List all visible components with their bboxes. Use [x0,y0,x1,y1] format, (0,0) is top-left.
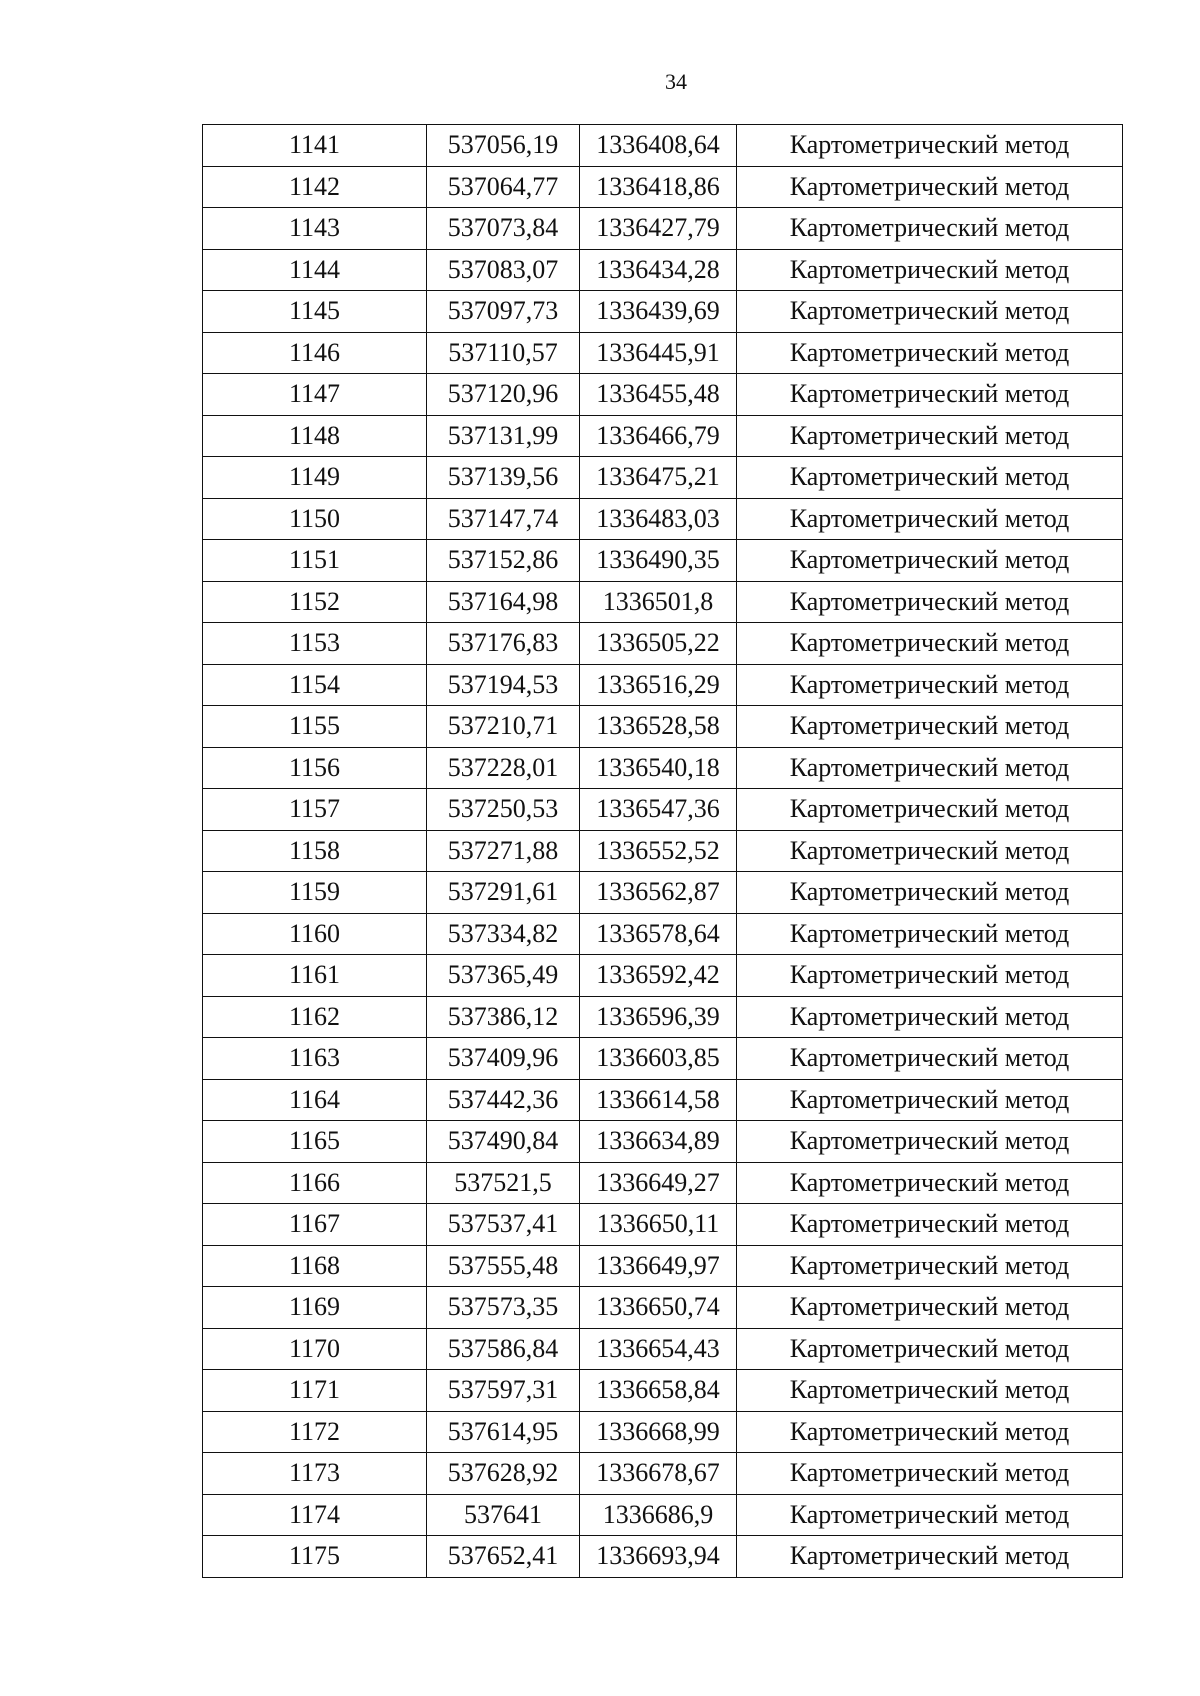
table-row [203,1121,1123,1163]
table-row [203,1494,1123,1536]
point-number-cell: 1149 [203,457,427,499]
y-coordinate-cell: 1336475,21 [580,457,737,499]
x-coordinate-cell: 537271,88 [427,830,580,872]
method-cell: Картометрический метод [737,249,1123,291]
method-cell: Картометрический метод [737,332,1123,374]
x-coordinate-cell: 537073,84 [427,208,580,250]
x-coordinate-cell: 537210,71 [427,706,580,748]
x-coordinate-cell: 537628,92 [427,1453,580,1495]
y-coordinate-cell: 1336634,89 [580,1121,737,1163]
table-row [203,208,1123,250]
table-row [203,291,1123,333]
x-coordinate-cell: 537597,31 [427,1370,580,1412]
method-cell: Картометрический метод [737,830,1123,872]
method-cell: Картометрический метод [737,1411,1123,1453]
x-coordinate-cell: 537365,49 [427,955,580,997]
table-row [203,498,1123,540]
point-number-cell: 1148 [203,415,427,457]
method-cell: Картометрический метод [737,872,1123,914]
table-row [203,1162,1123,1204]
table-row [203,830,1123,872]
y-coordinate-cell: 1336668,99 [580,1411,737,1453]
y-coordinate-cell: 1336578,64 [580,913,737,955]
x-coordinate-cell: 537334,82 [427,913,580,955]
method-cell: Картометрический метод [737,166,1123,208]
method-cell: Картометрический метод [737,1536,1123,1578]
x-coordinate-cell: 537442,36 [427,1079,580,1121]
point-number-cell: 1165 [203,1121,427,1163]
y-coordinate-cell: 1336654,43 [580,1328,737,1370]
x-coordinate-cell: 537083,07 [427,249,580,291]
table-row [203,249,1123,291]
table-row [203,125,1123,167]
method-cell: Картометрический метод [737,1494,1123,1536]
x-coordinate-cell: 537652,41 [427,1536,580,1578]
x-coordinate-cell: 537409,96 [427,1038,580,1080]
method-cell: Картометрический метод [737,291,1123,333]
table-row [203,332,1123,374]
x-coordinate-cell: 537147,74 [427,498,580,540]
x-coordinate-cell: 537521,5 [427,1162,580,1204]
y-coordinate-cell: 1336686,9 [580,1494,737,1536]
method-cell: Картометрический метод [737,1162,1123,1204]
x-coordinate-cell: 537641 [427,1494,580,1536]
point-number-cell: 1166 [203,1162,427,1204]
y-coordinate-cell: 1336649,97 [580,1245,737,1287]
point-number-cell: 1175 [203,1536,427,1578]
point-number-cell: 1146 [203,332,427,374]
table-row [203,1328,1123,1370]
x-coordinate-cell: 537228,01 [427,747,580,789]
x-coordinate-cell: 537291,61 [427,872,580,914]
method-cell: Картометрический метод [737,996,1123,1038]
y-coordinate-cell: 1336614,58 [580,1079,737,1121]
table-row [203,540,1123,582]
table-row [203,1411,1123,1453]
point-number-cell: 1160 [203,913,427,955]
y-coordinate-cell: 1336439,69 [580,291,737,333]
method-cell: Картометрический метод [737,789,1123,831]
y-coordinate-cell: 1336516,29 [580,664,737,706]
method-cell: Картометрический метод [737,415,1123,457]
point-number-cell: 1154 [203,664,427,706]
point-number-cell: 1157 [203,789,427,831]
table-row [203,1038,1123,1080]
table-row [203,166,1123,208]
table-row [203,664,1123,706]
y-coordinate-cell: 1336490,35 [580,540,737,582]
method-cell: Картометрический метод [737,623,1123,665]
x-coordinate-cell: 537056,19 [427,125,580,167]
x-coordinate-cell: 537164,98 [427,581,580,623]
method-cell: Картометрический метод [737,125,1123,167]
method-cell: Картометрический метод [737,498,1123,540]
y-coordinate-cell: 1336552,52 [580,830,737,872]
y-coordinate-cell: 1336427,79 [580,208,737,250]
table-row [203,1370,1123,1412]
method-cell: Картометрический метод [737,1287,1123,1329]
table-row [203,415,1123,457]
x-coordinate-cell: 537176,83 [427,623,580,665]
method-cell: Картометрический метод [737,1453,1123,1495]
method-cell: Картометрический метод [737,706,1123,748]
y-coordinate-cell: 1336501,8 [580,581,737,623]
x-coordinate-cell: 537194,53 [427,664,580,706]
method-cell: Картометрический метод [737,1370,1123,1412]
table-row [203,913,1123,955]
y-coordinate-cell: 1336540,18 [580,747,737,789]
method-cell: Картометрический метод [737,664,1123,706]
table-row [203,872,1123,914]
table-row [203,1287,1123,1329]
x-coordinate-cell: 537573,35 [427,1287,580,1329]
y-coordinate-cell: 1336418,86 [580,166,737,208]
method-cell: Картометрический метод [737,1204,1123,1246]
table-row [203,1453,1123,1495]
y-coordinate-cell: 1336445,91 [580,332,737,374]
table-body [203,125,1123,1578]
x-coordinate-cell: 537555,48 [427,1245,580,1287]
point-number-cell: 1141 [203,125,427,167]
y-coordinate-cell: 1336505,22 [580,623,737,665]
table-row [203,623,1123,665]
x-coordinate-cell: 537386,12 [427,996,580,1038]
point-number-cell: 1169 [203,1287,427,1329]
point-number-cell: 1174 [203,1494,427,1536]
y-coordinate-cell: 1336466,79 [580,415,737,457]
point-number-cell: 1173 [203,1453,427,1495]
y-coordinate-cell: 1336678,67 [580,1453,737,1495]
point-number-cell: 1145 [203,291,427,333]
point-number-cell: 1151 [203,540,427,582]
point-number-cell: 1144 [203,249,427,291]
point-number-cell: 1167 [203,1204,427,1246]
table-row [203,706,1123,748]
x-coordinate-cell: 537064,77 [427,166,580,208]
point-number-cell: 1163 [203,1038,427,1080]
x-coordinate-cell: 537586,84 [427,1328,580,1370]
y-coordinate-cell: 1336408,64 [580,125,737,167]
point-number-cell: 1143 [203,208,427,250]
method-cell: Картометрический метод [737,1328,1123,1370]
x-coordinate-cell: 537120,96 [427,374,580,416]
x-coordinate-cell: 537152,86 [427,540,580,582]
method-cell: Картометрический метод [737,913,1123,955]
method-cell: Картометрический метод [737,747,1123,789]
point-number-cell: 1152 [203,581,427,623]
method-cell: Картометрический метод [737,208,1123,250]
y-coordinate-cell: 1336483,03 [580,498,737,540]
y-coordinate-cell: 1336649,27 [580,1162,737,1204]
table-row [203,789,1123,831]
y-coordinate-cell: 1336596,39 [580,996,737,1038]
table-row [203,955,1123,997]
method-cell: Картометрический метод [737,540,1123,582]
page-number: 34 [665,69,687,94]
point-number-cell: 1156 [203,747,427,789]
y-coordinate-cell: 1336650,11 [580,1204,737,1246]
point-number-cell: 1171 [203,1370,427,1412]
table-row [203,374,1123,416]
method-cell: Картометрический метод [737,1245,1123,1287]
x-coordinate-cell: 537537,41 [427,1204,580,1246]
point-number-cell: 1170 [203,1328,427,1370]
point-number-cell: 1164 [203,1079,427,1121]
table-row [203,581,1123,623]
point-number-cell: 1168 [203,1245,427,1287]
y-coordinate-cell: 1336592,42 [580,955,737,997]
method-cell: Картометрический метод [737,1079,1123,1121]
x-coordinate-cell: 537110,57 [427,332,580,374]
point-number-cell: 1150 [203,498,427,540]
y-coordinate-cell: 1336650,74 [580,1287,737,1329]
y-coordinate-cell: 1336528,58 [580,706,737,748]
x-coordinate-cell: 537131,99 [427,415,580,457]
method-cell: Картометрический метод [737,374,1123,416]
point-number-cell: 1161 [203,955,427,997]
x-coordinate-cell: 537097,73 [427,291,580,333]
y-coordinate-cell: 1336562,87 [580,872,737,914]
x-coordinate-cell: 537614,95 [427,1411,580,1453]
y-coordinate-cell: 1336547,36 [580,789,737,831]
method-cell: Картометрический метод [737,581,1123,623]
y-coordinate-cell: 1336455,48 [580,374,737,416]
x-coordinate-cell: 537250,53 [427,789,580,831]
table-row [203,1079,1123,1121]
point-number-cell: 1147 [203,374,427,416]
y-coordinate-cell: 1336434,28 [580,249,737,291]
table-row [203,457,1123,499]
point-number-cell: 1158 [203,830,427,872]
table-row [203,1245,1123,1287]
point-number-cell: 1172 [203,1411,427,1453]
y-coordinate-cell: 1336603,85 [580,1038,737,1080]
point-number-cell: 1153 [203,623,427,665]
method-cell: Картометрический метод [737,1121,1123,1163]
method-cell: Картометрический метод [737,955,1123,997]
point-number-cell: 1142 [203,166,427,208]
method-cell: Картометрический метод [737,1038,1123,1080]
table-row [203,1536,1123,1578]
table-row [203,1204,1123,1246]
method-cell: Картометрический метод [737,457,1123,499]
point-number-cell: 1155 [203,706,427,748]
x-coordinate-cell: 537490,84 [427,1121,580,1163]
x-coordinate-cell: 537139,56 [427,457,580,499]
point-number-cell: 1162 [203,996,427,1038]
table-row [203,996,1123,1038]
y-coordinate-cell: 1336693,94 [580,1536,737,1578]
coordinates-table [202,124,1123,1578]
point-number-cell: 1159 [203,872,427,914]
y-coordinate-cell: 1336658,84 [580,1370,737,1412]
table-row [203,747,1123,789]
